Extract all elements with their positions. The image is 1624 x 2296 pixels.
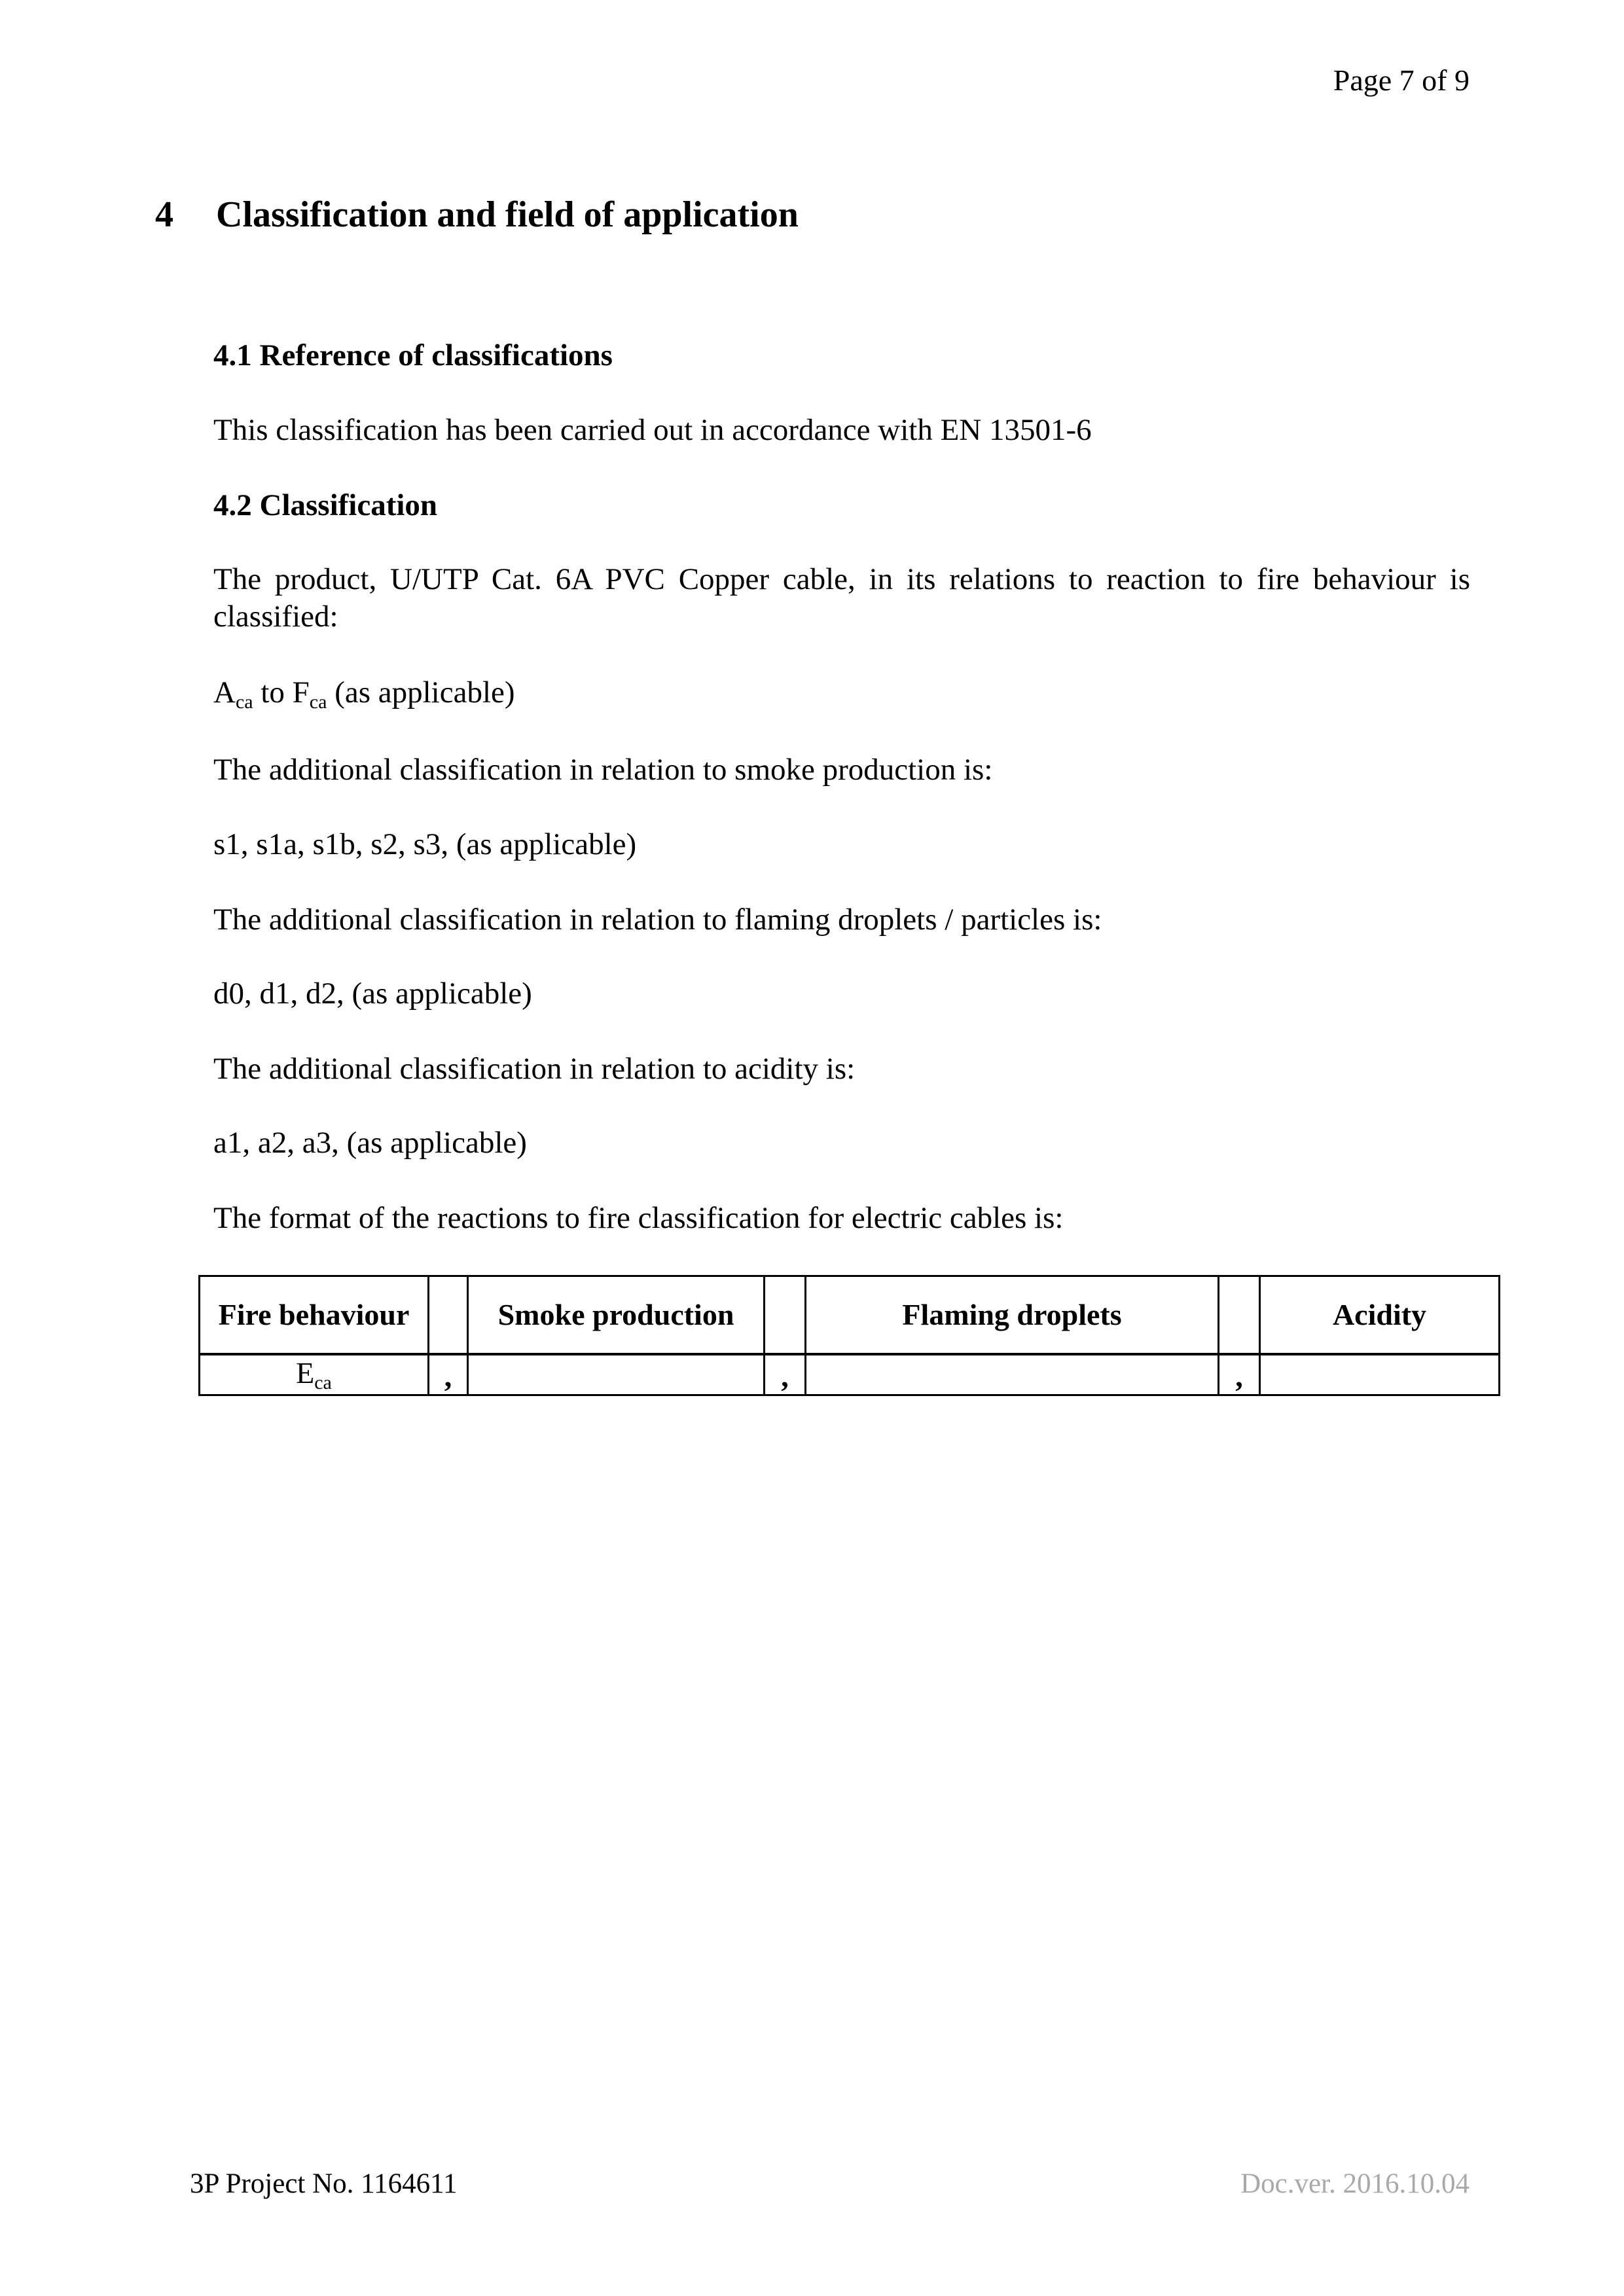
paragraph-acidity-intro: The additional classification in relation to acidity is: (213, 1052, 856, 1086)
data-cell-acidity (1260, 1354, 1500, 1395)
fire-class-part1: A (213, 675, 236, 709)
paragraph-product: The product, U/UTP Cat. 6A PVC Copper cable, in its relations to reaction to fire behaviour is classified: (213, 562, 1470, 634)
footer-doc-version: Doc.ver. 2016.10.04 (1240, 2168, 1470, 2199)
data-cell-comma-1: , (429, 1354, 468, 1395)
fire-class-part2: to F (253, 675, 310, 709)
paragraph-droplets-codes: d0, d1, d2, (as applicable) (213, 977, 532, 1011)
fire-class-sub1: ca (235, 691, 253, 713)
header-cell-separator-2 (765, 1276, 806, 1355)
header-cell-fire-behaviour: Fire behaviour (200, 1276, 429, 1355)
header-cell-smoke-production: Smoke production (468, 1276, 765, 1355)
section-heading-number: 4 (155, 194, 173, 235)
page-number: Page 7 of 9 (1333, 63, 1470, 97)
subsection-41-title: 4.1 Reference of classifications (213, 338, 613, 372)
data-cell-comma-3: , (1219, 1354, 1260, 1395)
fire-class-part3: (as applicable) (327, 675, 515, 709)
data-cell-droplets (806, 1354, 1219, 1395)
footer-project-number: 3P Project No. 1164611 (190, 2168, 458, 2199)
fire-class-main: E (296, 1356, 315, 1390)
paragraph-fire-class-range (213, 674, 1470, 715)
paragraph-reference: This classification has been carried out in accordance with EN 13501-6 (213, 413, 1092, 447)
data-cell-comma-2: , (765, 1354, 806, 1395)
paragraph-format-intro: The format of the reactions to fire classification for electric cables is: (213, 1201, 1064, 1235)
classification-format-table (198, 1275, 1500, 1396)
paragraph-acidity-codes: a1, a2, a3, (as applicable) (213, 1126, 527, 1160)
data-cell-fire-class (200, 1354, 429, 1395)
header-cell-acidity: Acidity (1260, 1276, 1500, 1355)
fire-class-sub: ca (314, 1372, 332, 1393)
section-heading (155, 194, 799, 236)
data-cell-smoke (468, 1354, 765, 1395)
paragraph-smoke-intro: The additional classification in relation to smoke production is: (213, 753, 993, 787)
fire-class-sub2: ca (309, 691, 327, 713)
header-cell-separator-3 (1219, 1276, 1260, 1355)
paragraph-smoke-codes: s1, s1a, s1b, s2, s3, (as applicable) (213, 827, 637, 861)
header-cell-separator-1 (429, 1276, 468, 1355)
subsection-42-title: 4.2 Classification (213, 488, 438, 522)
table-header-row (200, 1276, 1500, 1355)
paragraph-droplets-intro: The additional classification in relation to flaming droplets / particles is: (213, 903, 1102, 937)
section-heading-title: Classification and field of application (216, 194, 799, 235)
header-cell-flaming-droplets: Flaming droplets (806, 1276, 1219, 1355)
table-data-row (200, 1354, 1500, 1395)
